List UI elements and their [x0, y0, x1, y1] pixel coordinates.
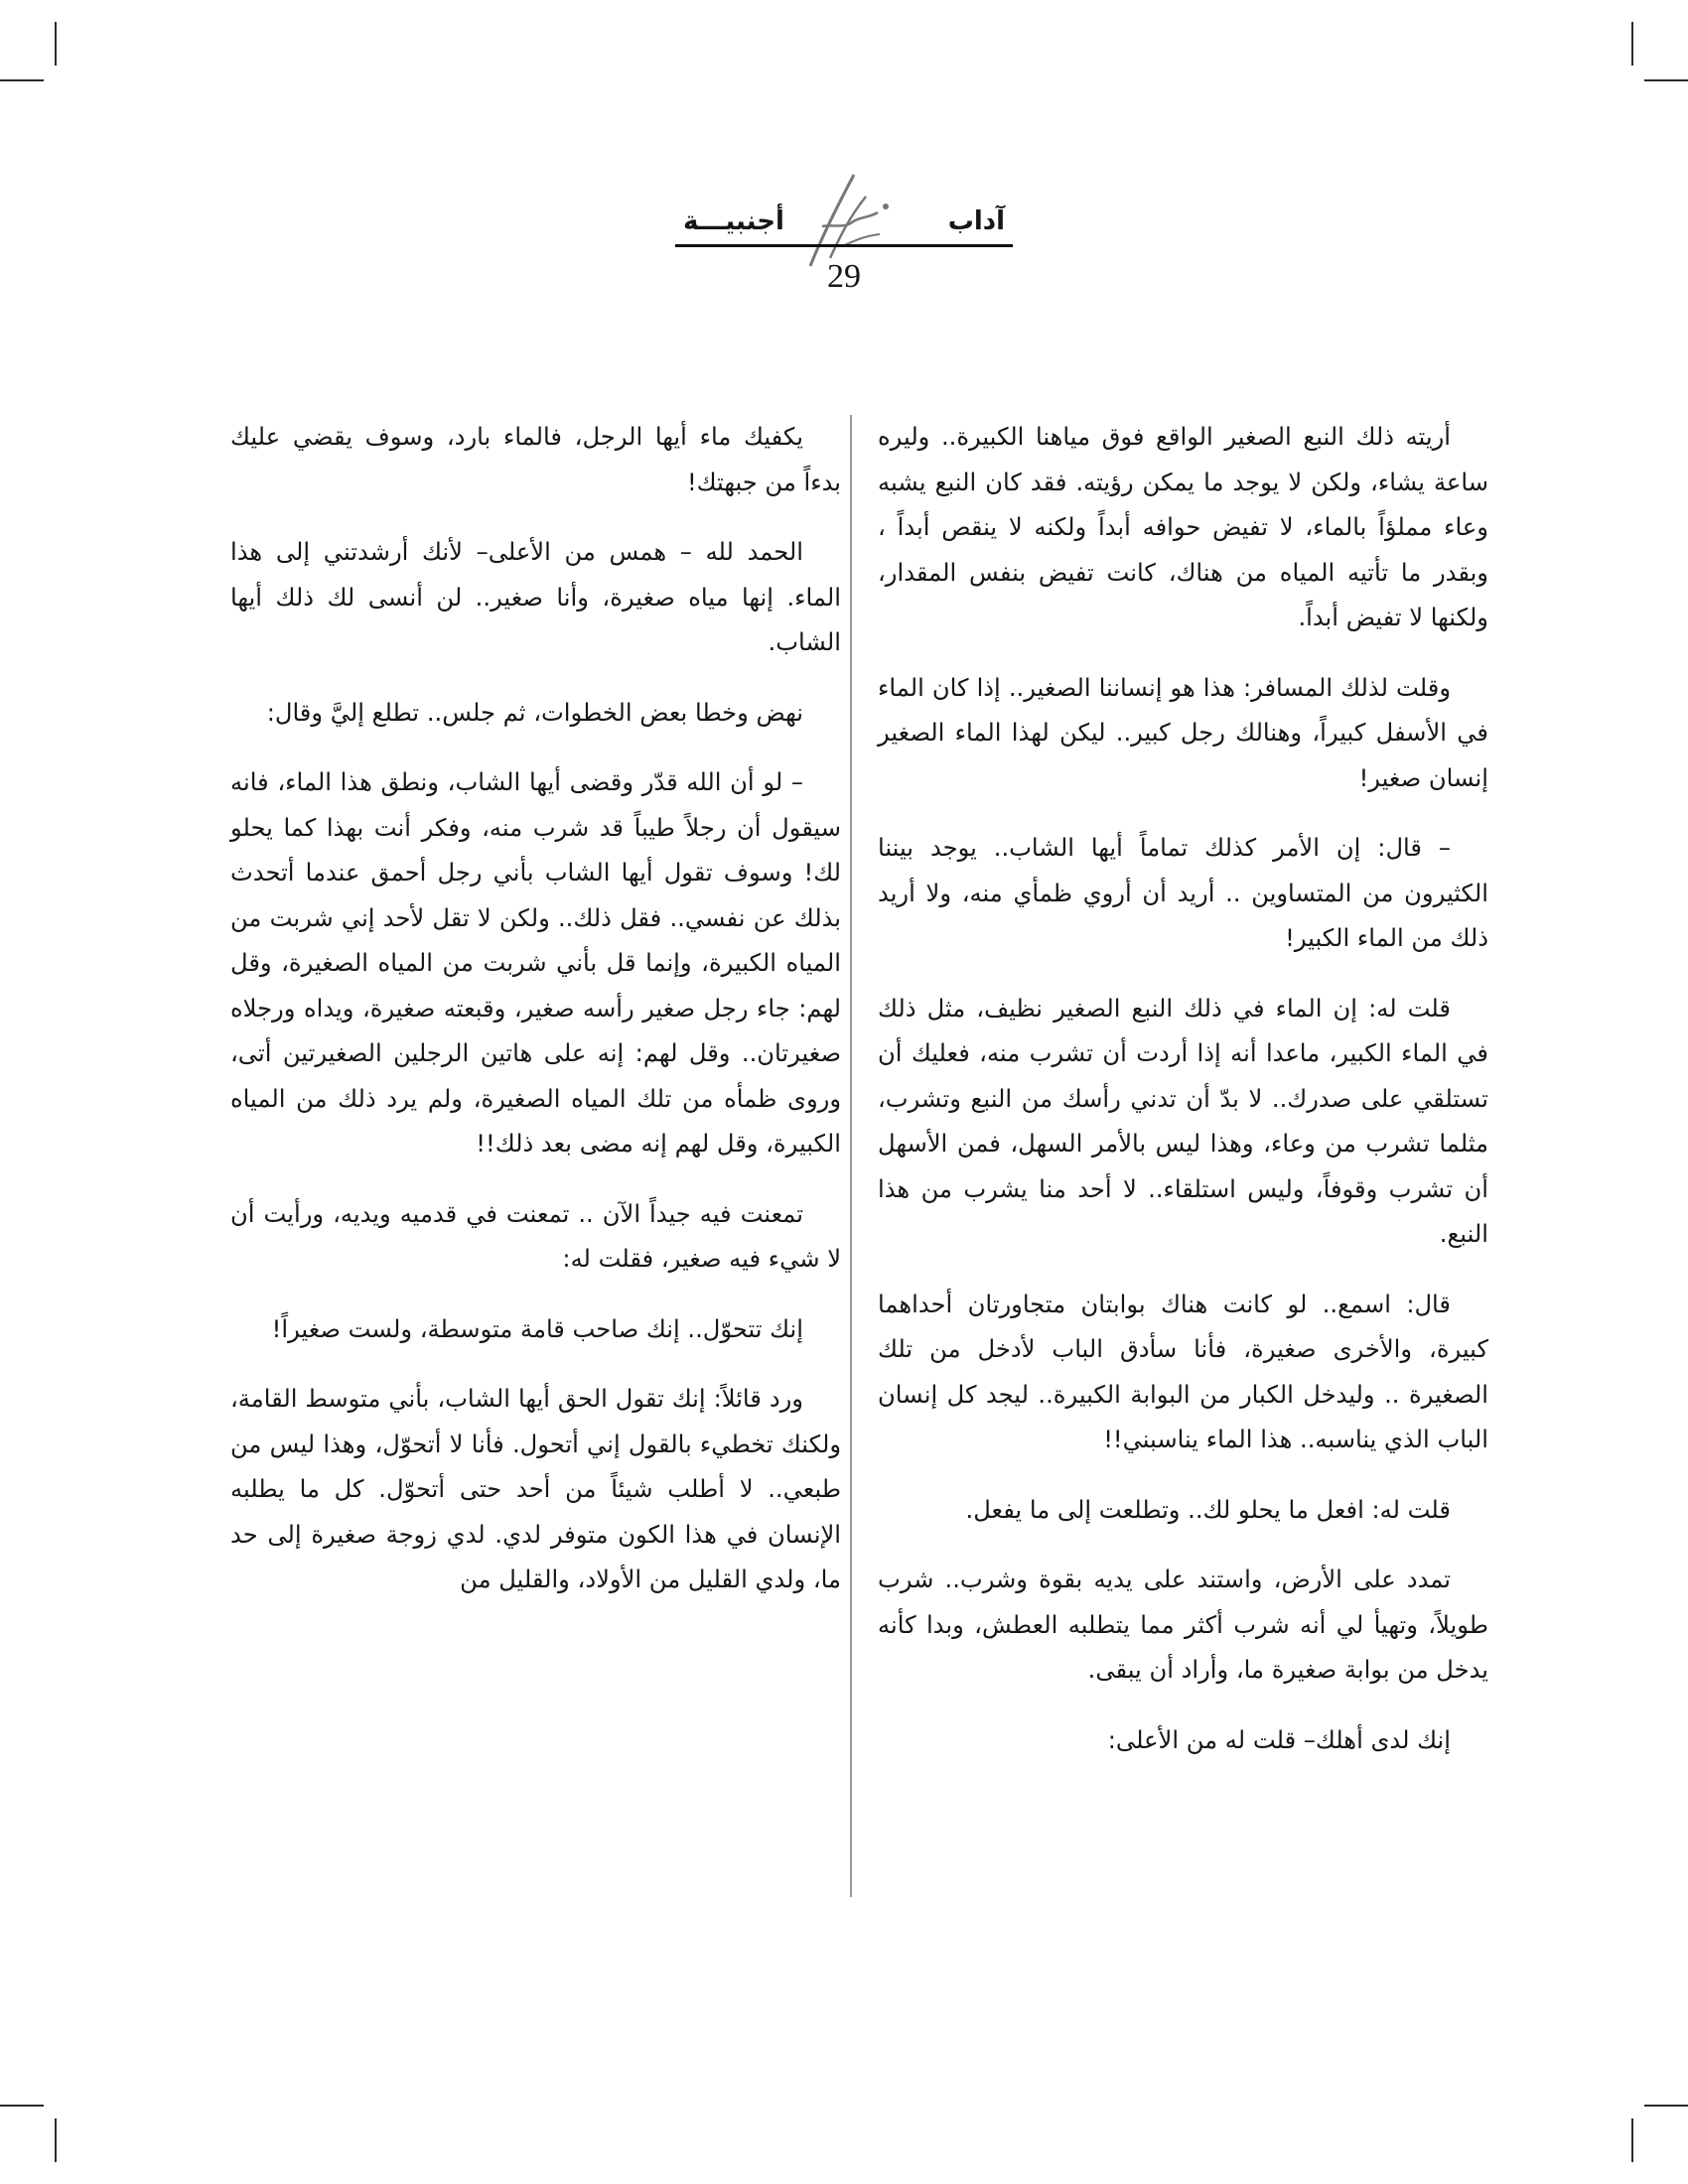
left-column — [230, 415, 841, 1603]
crop-mark — [1631, 22, 1633, 66]
page-number: 29 — [827, 258, 861, 295]
crop-mark — [1644, 79, 1688, 81]
paragraph: – قال: إن الأمر كذلك تماماً أيها الشاب.. يوجد بيننا الكثيرون من المتساوين .. أريد أن أروي ظمأي منه، ولا أريد ذلك من الماء الكبير! — [878, 834, 1488, 952]
crop-mark — [55, 2118, 57, 2162]
paragraph: ورد قائلاً: إنك تقول الحق أيها الشاب، بأني متوسط القامة، ولكنك تخطيء بالقول إني أتحول. فأنا لا أتحوّل، وهذا ليس من طبعي.. لا أطلب شيئاً من أحد حتى أتحوّل. كل ما يطلبه الإنسان في هذا الكون متوفر لدي. لدي زوجة صغيرة إلى حد ما، ولدي القليل من الأولاد، والقليل من — [230, 1385, 841, 1593]
crop-mark — [0, 2105, 44, 2107]
paragraph: تمدد على الأرض، واستند على يديه بقوة وشرب.. شرب طويلاً، وتهيأ لي أنه شرب أكثر مما يتطلبه العطش، وبدا كأنه يدخل من بوابة صغيرة ما، وأراد أن يبقى. — [878, 1566, 1488, 1684]
crop-mark — [1644, 2105, 1688, 2107]
paragraph: وقلت لذلك المسافر: هذا هو إنساننا الصغير.. إذا كان الماء في الأسفل كبيراً، وهنالك رجل كبير.. ليكن لهذا الماء الصغير إنسان صغير! — [878, 673, 1488, 792]
paragraph: يكفيك ماء أيها الرجل، فالماء بارد، وسوف يقضي عليك بدءاً من جبهتك! — [230, 423, 841, 496]
paragraph: إنك لدى أهلك– قلت له من الأعلى: — [1107, 1725, 1451, 1754]
running-header — [675, 167, 1013, 316]
paragraph: الحمد لله – همس من الأعلى– لأنك أرشدتني إلى هذا الماء. إنها مياه صغيرة، وأنا صغير.. لن أنسى لك ذلك أيها الشاب. — [230, 538, 841, 656]
crop-mark — [55, 22, 57, 66]
paragraph: إنك تتحوّل.. إنك صاحب قامة متوسطة، ولست صغيراً! — [271, 1314, 803, 1343]
paragraph: قلت له: افعل ما يحلو لك.. وتطلعت إلى ما يفعل. — [965, 1495, 1451, 1524]
paragraph: قلت له: إن الماء في ذلك النبع الصغير نظيف، مثل ذلك في الماء الكبير، ماعدا أنه إذا أردت أن تشرب منه، فعليك أن تستلقي على صدرك.. لا بدّ أن تدني رأسك من النبع وتشرب، مثلما تشرب من وعاء، وهذا ليس بالأمر السهل، فمن الأسهل أن تشرب وقوفاً، وليس استلقاء.. لا أحد منا يشرب من هذا النبع. — [878, 994, 1488, 1248]
column-divider — [850, 415, 852, 1897]
crop-mark — [1631, 2118, 1633, 2162]
magazine-name: آداب — [947, 206, 1005, 236]
paragraph: – لو أن الله قدّر وقضى أيها الشاب، ونطق هذا الماء، فانه سيقول أن رجلاً طيباً قد شرب منه، وفكر أنت بهذا كما يحلو لك! وسوف تقول أيها الشاب بأني رجل أحمق عندما أتحدث بذلك عن نفسي.. فقل ذلك.. ولكن لا تقل لأحد إني شربت من المياه الكبيرة، وإنما قل بأني شربت من المياه الصغيرة، وقل لهم: جاء رجل صغير رأسه صغير، وقبعته صغيرة، ويداه ورجلاه صغيرتان.. وقل لهم: إنه على هاتين الرجلين الصغيرتين أتى، وروى ظمأه من تلك المياه الصغيرة، ولم يرد ذلك من المياه الكبيرة، وقل لهم إنه مضى بعد ذلك!! — [230, 768, 841, 1158]
paragraph: تمعنت فيه جيداً الآن .. تمعنت في قدميه ويديه، ورأيت أن لا شيء فيه صغير، فقلت له: — [230, 1199, 841, 1273]
header-rule — [675, 244, 1013, 247]
right-column — [878, 415, 1488, 1763]
section-title: أجنبيـــة — [683, 206, 784, 236]
paragraph: نهض وخطا بعض الخطوات، ثم جلس.. تطلع إليَّ وقال: — [266, 698, 803, 727]
paragraph: أريته ذلك النبع الصغير الواقع فوق مياهنا الكبيرة.. وليره ساعة يشاء، ولكن لا يوجد ما يمكن رؤيته. فقد كان النبع يشبه وعاء مملؤاً بالماء، لا تفيض حوافه أبداً ولكنه لا ينقص أبداً ، وبقدر ما تأتيه المياه من هناك، كانت تفيض بنفس المقدار، ولكنها لا تفيض أبداً. — [878, 423, 1488, 631]
crop-mark — [0, 79, 44, 81]
paragraph: قال: اسمع.. لو كانت هناك بوابتان متجاورتان أحداهما كبيرة، والأخرى صغيرة، فأنا سأدق الباب لأدخل من تلك الصغيرة .. وليدخل الكبار من البوابة الكبيرة.. ليجد كل إنسان الباب الذي يناسبه.. هذا الماء يناسبني!! — [878, 1290, 1488, 1453]
